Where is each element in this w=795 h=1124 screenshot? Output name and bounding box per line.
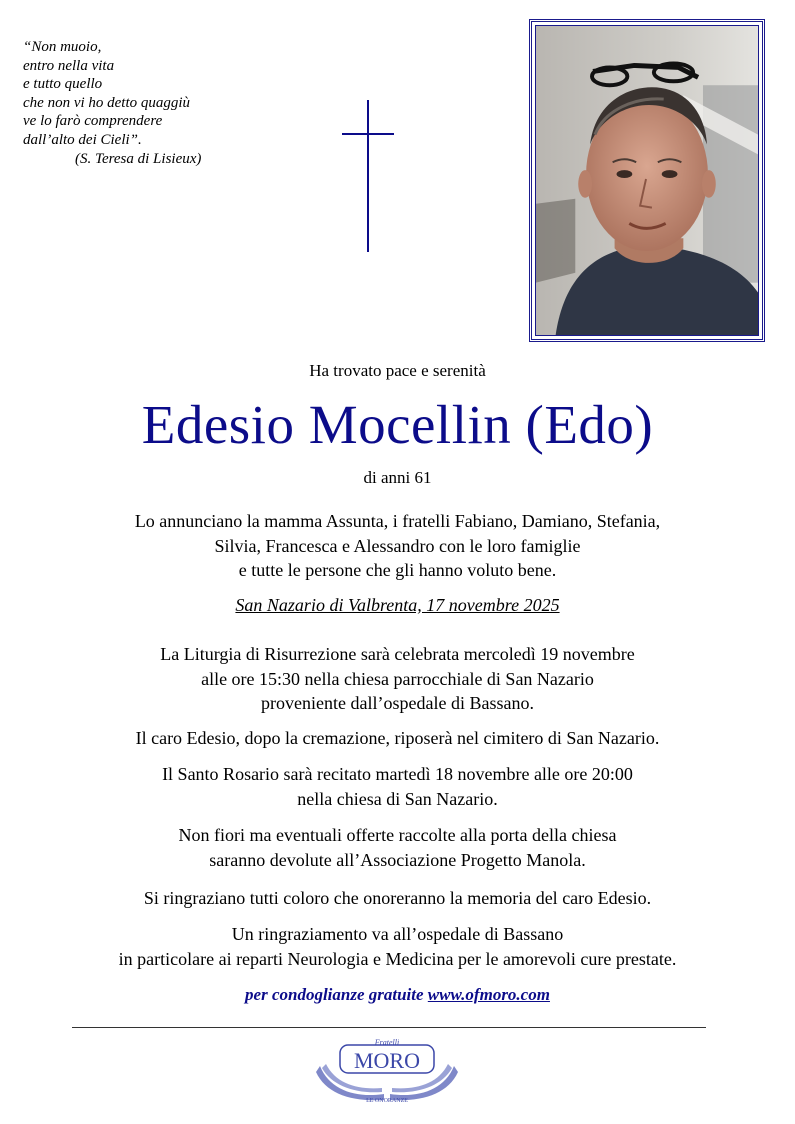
quote-line: ve lo farò comprendere [23,113,163,130]
place-date [0,595,795,616]
paragraph-line: Non fiori ma eventuali offerte raccolte alla porta della chiesa [178,825,617,845]
paragraph-line: proveniente dall’ospedale di Bassano. [261,693,534,713]
deceased-age: di anni 61 [363,468,432,487]
quote-line: e tutto quello [23,76,103,93]
paragraph-line: in particolare ai reparti Neurologia e Medicina per le amorevoli cure prestate. [118,948,677,969]
quote-block [23,38,283,168]
paragraph-line: alle ore 15:30 nella chiesa parrocchiale di San Nazario [201,668,594,689]
logo-name-text: MORO [353,1048,421,1073]
announcement-line: e tutte le persone che gli hanno voluto bene. [238,560,557,580]
cross-icon [342,100,394,252]
announcement-line: Silvia, Francesca e Alessandro con le loro famiglie [214,535,581,556]
divider [72,1027,706,1028]
logo-bottom-text: LE ONORANZE [366,1098,408,1104]
announcement [0,509,795,583]
logo-top-text: Fratelli [374,1038,400,1047]
thanks-paragraph [0,886,795,911]
portrait-frame [529,19,765,342]
condolences-line [0,985,795,1005]
quote-line: entro nella vita [23,57,115,74]
paragraph-line: Il Santo Rosario sarà recitato martedì 18 novembre alle ore 20:00 [162,764,633,784]
moro-logo [312,1036,462,1106]
paragraph-line: nella chiesa di San Nazario. [297,788,498,809]
announcement-line: Lo annunciano la mamma Assunta, i fratelli Fabiano, Damiano, Stefania, [134,511,661,531]
place-date-text: San Nazario di Valbrenta, 17 novembre 2025 [235,595,560,615]
portrait-photo [535,25,759,336]
intro-line: Ha trovato pace e serenità [309,361,486,380]
paragraph-line: saranno devolute all’Associazione Progetto Manola. [209,849,586,870]
rosary-paragraph [0,762,795,811]
quote-line: “Non muoio, [23,39,102,55]
condolences-link[interactable]: www.ofmoro.com [427,985,550,1004]
liturgy-paragraph [0,642,795,716]
condolences-text: per condoglianze gratuite [245,985,424,1004]
quote-line: dall’alto dei Cieli”. [23,131,142,148]
paragraph-line: La Liturgia di Risurrezione sarà celebrata mercoledì 19 novembre [160,644,635,664]
deceased-name: Edesio Mocellin (Edo) [141,394,654,455]
flowers-paragraph [0,823,795,872]
quote-line: che non vi ho detto quaggiù [23,94,191,111]
paragraph-line: Un ringraziamento va all’ospedale di Bassano [231,924,564,944]
paragraph-line: Si ringraziano tutti coloro che onoreranno la memoria del caro Edesio. [143,888,652,908]
hospital-paragraph [0,922,795,971]
paragraph-line: Il caro Edesio, dopo la cremazione, riposerà nel cimitero di San Nazario. [135,728,660,748]
cremation-paragraph [0,726,795,751]
quote-attribution: (S. Teresa di Lisieux) [75,150,202,167]
